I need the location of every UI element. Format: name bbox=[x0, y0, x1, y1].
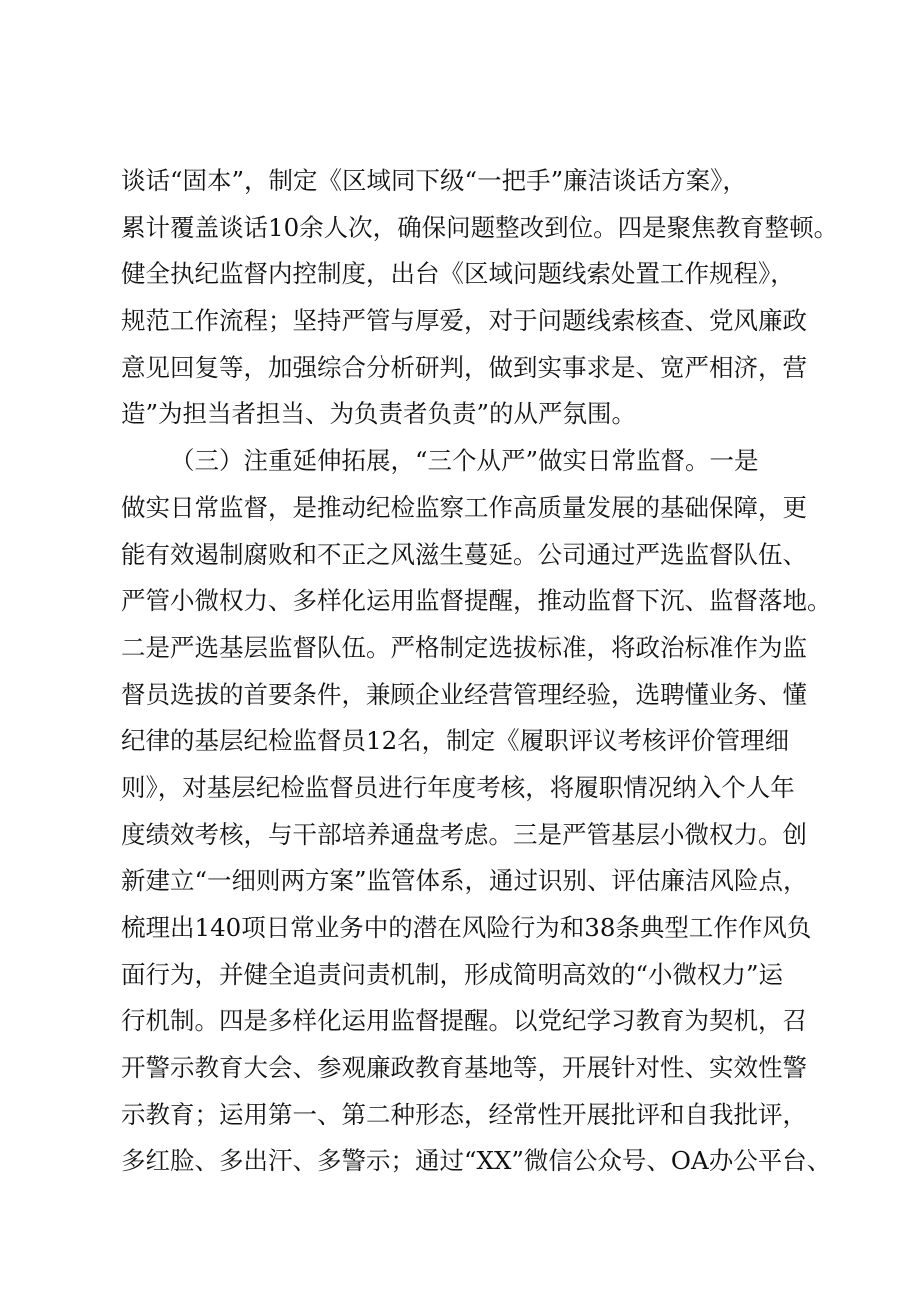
text-line: 意见回复等，加强综合分析研判，做到实事求是、宽严相济，营 bbox=[121, 352, 807, 382]
text-line: 累计覆盖谈话10余人次，确保问题整改到位。四是聚焦教育整顿。 bbox=[121, 212, 839, 242]
text-line: 梳理出140项日常业务中的潜在风险行为和38条典型工作作风负 bbox=[121, 913, 812, 942]
text-line: 严管小微权力、多样化运用监督提醒，推动监督下沉、监督落地。 bbox=[121, 586, 832, 616]
text-line: 则》，对基层纪检监督员进行年度考核，将履职情况纳入个人年 bbox=[121, 772, 795, 802]
text-line: 谈话“固本”，制定《区域同下级“一把手”廉洁谈话方案》， bbox=[121, 166, 747, 195]
text-line: 行机制。四是多样化运用监督提醒。以党纪学习教育为契机，召 bbox=[121, 1006, 807, 1036]
text-line: 规范工作流程；坚持严管与厚爱，对于问题线索核查、党风廉政 bbox=[121, 306, 807, 336]
text-line: 纪律的基层纪检监督员12名，制定《履职评议考核评价管理细 bbox=[121, 726, 790, 756]
text-line: 度绩效考核，与干部培养通盘考虑。三是严管基层小微权力。创 bbox=[121, 819, 807, 849]
text-line: 督员选拔的首要条件，兼顾企业经营管理经验，选聘懂业务、懂 bbox=[121, 679, 807, 709]
body-text bbox=[121, 158, 839, 1185]
text-line: 能有效遏制腐败和不正之风滋生蔓延。公司通过严选监督队伍、 bbox=[121, 539, 807, 569]
text-line: 二是严选基层监督队伍。严格制定选拔标准，将政治标准作为监 bbox=[121, 632, 807, 662]
text-line: （三）注重延伸拓展，“三个从严”做实日常监督。一是 bbox=[170, 446, 759, 476]
text-line: 多红脸、多出汗、多警示；通过“XX”微信公众号、OA办公平台、 bbox=[121, 1146, 832, 1176]
text-line: 做实日常监督，是推动纪检监察工作高质量发展的基础保障，更 bbox=[121, 492, 807, 522]
text-line: 示教育；运用第一、第二种形态，经常性开展批评和自我批评， bbox=[121, 1099, 807, 1129]
text-line: 面行为，并健全追责问责机制，形成简明高效的“小微权力”运 bbox=[121, 959, 784, 989]
text-line: 开警示教育大会、参观廉政教育基地等，开展针对性、实效性警 bbox=[121, 1053, 807, 1083]
text-line: 造”为担当者担当、为负责者负责”的从严氛围。 bbox=[121, 399, 637, 429]
text-line: 健全执纪监督内控制度，出台《区域问题线索处置工作规程》， bbox=[121, 259, 795, 289]
text-line: 新建立“一细则两方案”监管体系，通过识别、评估廉洁风险点， bbox=[121, 866, 808, 896]
